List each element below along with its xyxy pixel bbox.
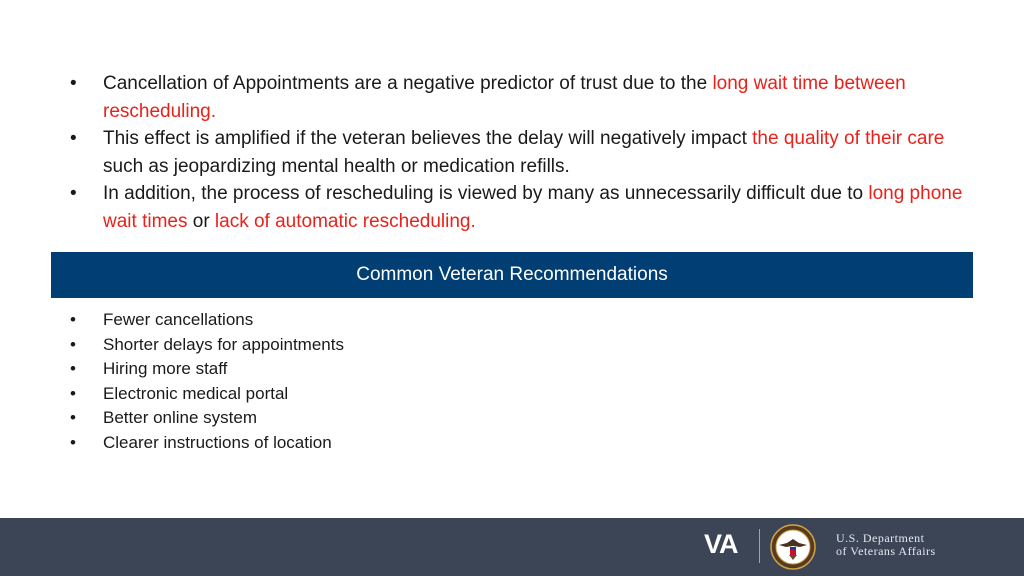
bullet-icon: • [70,408,76,428]
recommendation-text: Shorter delays for appointments [103,334,344,354]
department-name [836,532,936,558]
highlighted-text: long phone wait times [103,183,963,232]
bullet-text: or [187,210,215,232]
va-seal-icon [770,524,816,570]
bullet-icon: • [70,359,76,379]
highlighted-text: long wait time between rescheduling. [103,73,906,122]
bullet-icon: • [70,383,76,403]
recommendation-text: Clearer instructions of location [103,432,332,452]
bullet-text: Cancellation of Appointments are a negative predictor of trust due to the [103,73,713,94]
recommendations-list [70,308,670,456]
recommendation-item [70,357,670,382]
department-line-1: U.S. Department [836,531,925,545]
recommendation-item [70,333,670,358]
bullet-text: In addition, the process of rescheduling is viewed by many as unnecessarily difficult due to [103,183,869,204]
recommendation-text: Fewer cancellations [103,310,254,329]
recommendation-item [70,406,670,431]
bullet-icon: • [70,334,76,354]
department-line-2: of Veterans Affairs [836,544,936,558]
main-bullet-item [70,70,970,125]
bullet-icon: • [70,183,77,204]
va-logo: VA [704,529,738,559]
recommendation-item [70,431,670,456]
main-bullet-list [70,70,970,235]
highlighted-text: lack of automatic rescheduling. [214,210,476,232]
recommendation-text: Hiring more staff [103,359,228,379]
footer-bar [0,518,1024,576]
main-bullet-item [70,125,970,180]
bullet-icon: • [70,432,76,452]
bullet-icon: • [70,128,77,149]
recommendations-banner [51,252,973,298]
recommendation-text: Electronic medical portal [103,383,289,403]
highlighted-text: the quality of their care [752,128,945,149]
footer-divider [759,529,760,563]
bullet-text: such as jeopardizing mental health or medication refills. [103,155,570,177]
recommendation-item [70,382,670,407]
banner-title: Common Veteran Recommendations [356,264,668,285]
main-bullet-item [70,180,970,235]
bullet-icon: • [70,73,77,94]
recommendation-text: Better online system [103,408,258,428]
recommendation-item [70,308,670,333]
bullet-icon: • [70,310,76,329]
bullet-text: This effect is amplified if the veteran believes the delay will negatively impact [103,128,753,149]
